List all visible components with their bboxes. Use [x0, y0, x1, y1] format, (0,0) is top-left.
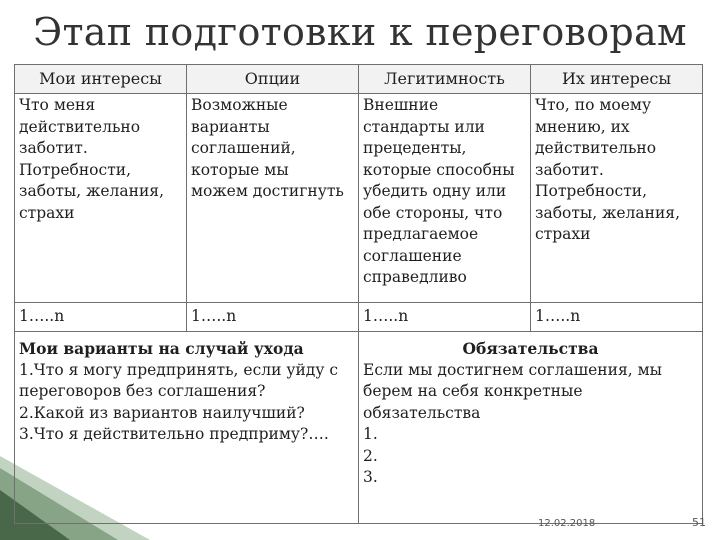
table-row: [15, 94, 703, 303]
commitments-heading: Обязательства: [462, 339, 599, 358]
cell-line: заботит.: [535, 160, 604, 179]
cell-line: справедливо: [363, 268, 467, 286]
cell-line: обе стороны, что: [363, 203, 503, 222]
table-header-row: [15, 65, 703, 94]
cell-line: действительно: [535, 139, 657, 157]
index-cell: 1…..n: [531, 303, 703, 332]
cell-line: предлагаемое: [363, 225, 479, 243]
commitments-cell: [359, 332, 703, 524]
exit-options-line: 3.Что я действительно предприму?….: [19, 425, 329, 443]
cell-line: варианты: [191, 117, 270, 136]
cell-line: Потребности,: [535, 182, 648, 200]
commitments-line: обязательства: [363, 403, 481, 422]
table-row: [15, 332, 703, 524]
cell-line: которые мы: [191, 160, 289, 179]
cell-line: Внешние: [363, 96, 439, 114]
cell-line: соглашений,: [191, 139, 296, 157]
cell-line: Возможные: [191, 96, 288, 114]
exit-options-line: переговоров без соглашения?: [19, 382, 266, 400]
commitments-line: Если мы достигнем соглашения, мы: [363, 360, 662, 379]
cell-line: Что меня: [19, 96, 96, 114]
cell-line: заботы, желания,: [19, 182, 165, 200]
cell-line: Потребности,: [19, 160, 132, 179]
cell-line: мнению, их: [535, 117, 630, 136]
cell-line: действительно: [19, 117, 141, 136]
cell-line: соглашение: [363, 246, 462, 265]
cell-my-interests: [15, 94, 187, 303]
exit-options-line: 1.Что я могу предпринять, если уйду с: [19, 360, 339, 379]
exit-options-heading: Мои варианты на случай ухода: [19, 339, 304, 358]
commitments-line: 2.: [363, 446, 378, 465]
header-legitimacy: Легитимность: [359, 65, 531, 94]
cell-line: прецеденты,: [363, 139, 467, 157]
slide-date: 12.02.2018: [538, 518, 596, 529]
cell-line: заботит.: [19, 139, 88, 157]
cell-line: стандарты или: [363, 117, 485, 136]
exit-options-line: 2.Какой из вариантов наилучший?: [19, 403, 305, 422]
index-cell: 1…..n: [187, 303, 359, 332]
cell-line: можем достигнуть: [191, 182, 344, 200]
slide-page-number: 51: [692, 516, 706, 529]
cell-options: [187, 94, 359, 303]
cell-legitimacy: [359, 94, 531, 303]
index-cell: 1…..n: [15, 303, 187, 332]
index-cell: 1…..n: [359, 303, 531, 332]
cell-line: Что, по моему: [535, 96, 652, 114]
exit-options-cell: [15, 332, 359, 524]
commitments-line: 3.: [363, 468, 378, 486]
cell-their-interests: [531, 94, 703, 303]
table-row: [15, 303, 703, 332]
cell-line: убедить одну или: [363, 182, 507, 200]
negotiation-table: [14, 64, 703, 524]
header-their-interests: Их интересы: [531, 65, 703, 94]
slide-title: Этап подготовки к переговорам: [33, 10, 687, 54]
cell-line: которые способны: [363, 160, 515, 179]
cell-line: заботы, желания,: [535, 203, 681, 222]
cell-line: страхи: [19, 203, 75, 222]
commitments-line: 1.: [363, 425, 378, 443]
commitments-line: берем на себя конкретные: [363, 382, 583, 400]
cell-line: страхи: [535, 225, 591, 243]
header-my-interests: Мои интересы: [15, 65, 187, 94]
header-options: Опции: [187, 65, 359, 94]
